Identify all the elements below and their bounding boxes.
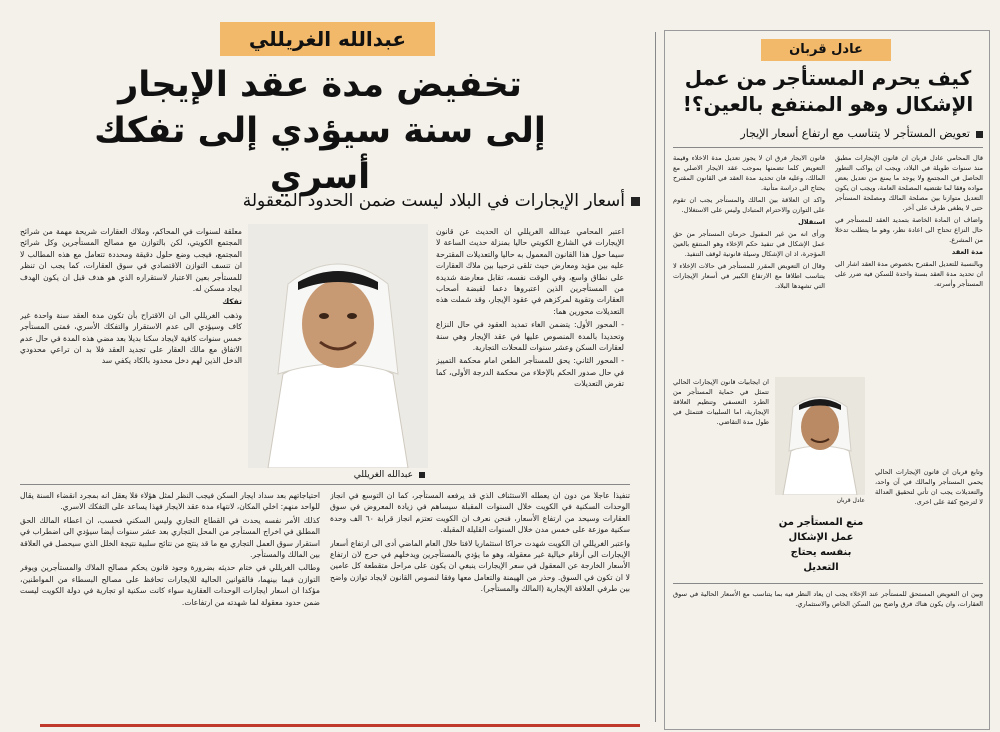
side-colb-p3: ورأى انه من غير المقبول حرمان المستأجر من حق عمل الإشكال في تنفيذ حكم الإخلاء وهو المنتفع بالعين المؤجرة، اذ ان الإشكال وسيلة قانونية لوقف التنفيذ. [673,230,825,258]
side-subheadline-text: تعويض المستأجر لا يتناسب مع ارتفاع أسعار الإيجار [740,127,970,140]
main-br-p1: تنفيذا عاجلا من دون ان يعطله الاستئناف الذي قد يرفعه المستأجر، كما ان التوسع في انجاز الوحدات السكنية في الكويت خلال السنوات المقبلة سيساهم في زيادة المعروض في سوق العقارات وسيحد من ارتفاع الأسعار، فنحن نعرف ان الكويت تعتزم انجاز قرابة ٦٠ الف وحدة سكنية موزعة على خمس مدن خلال السنوات القليلة المقبلة. [330,491,630,535]
main-photo-caption [330,470,425,480]
side-colb-p2: واكد ان العلاقة بين المالك والمستأجر يجب ان تقوم على التوازن والاحترام المتبادل وليس على الاستغلال. [673,196,825,214]
side-headline-line1: كيف يحرم المستأجر من عمل [684,66,972,90]
side-bottom-p1: وبين ان التعويض المستحق للمستأجر عند الإخلاء يجب ان يعاد النظر فيه بما يتناسب مع الأسعار الحالية في سوق العقارات، وان يكون هناك فرق واضح بين السكن الخاص والاستثماري. [673,590,983,608]
main-col1-p1: اعتبر المحامي عبدالله الغريللي ان الحديث عن قانون الإيجارات في الشارع الكويتي حاليا بمنزلة حديث الساعة لا سيما حول هذا القانون المعمول به حاليا والتعديلات المقترحة عليه بين مؤيد ومعارض حيث تلقى ترحيبا بين ملاك العقارات على نطاق واسع، وفي الوقت نفسه، تقابل معارضة شديدة من المستأجرين الذين اعتبروها دعما لقبضة أصحاب العقارات وتقوية لمركزهم في عقود الإيجار، وقد شملت هذه التعديلات محورين هما: [436,227,624,316]
main-col2-p2: وذهب الغريللي الى ان الاقتراح بأن تكون مدة العقد سنة واحدة غير كاف وسيؤدي الى عدم الاستقرار والتفكك الأسري، فمتى المستأجر خمس سنوات كافية لايجاد سكنا بديلا بعد مضي هذه المدة في حال عدم الاتفاق مع مالك العقار على تجديد العقد فلا بد ان تراعي محدودي الدخل الذين لهم دخل محدود بالكاد يكفي سد [20,310,242,366]
side-colc-p1: وتابع قربان ان قانون الإيجارات الحالي يحمي المستأجر والمالك في آن واحد، والتعديلات يجب ان تأتي لتحقيق العدالة لا لترجيح كفة على اخرى. [875,468,983,506]
side-colb-p4: وقال ان التعويض المقرر للمستأجر في حالات الإخلاء لا يتناسب اطلاقا مع الارتفاع الكبير في أسعار الإيجارات التي تشهدها البلاد. [673,262,825,290]
main-subheadline-text: أسعار الإيجارات في البلاد ليست ضمن الحدود المعقولة [242,191,625,211]
main-bottom-left [20,490,320,720]
side-headline-line2: الإشكال وهو المنتفع بالعين؟! [682,92,974,116]
side-sub-rule [673,147,983,148]
main-bottom-right [330,490,630,720]
side-cola-subheading: مدة العقد [951,248,983,256]
main-bl-p3: وطالب الغريللي في ختام حديثه بضرورة وجود قانون يحكم مصالح الملاك والمستأجرين ويوفر التوازن فيما بينهما، فالقوانين الحالية للايجارات تحافظ على مصالح البسطاء من المواطنين، مؤكدا ان اسعار ايجارات الوحدات العقارية سواء كانت سكنية او تجارية في دولة الكويت ليست ضمن حدود معقولة لما شهدته من ارتفاعات. [20,563,320,607]
main-bl-p2: كذلك الأمر نفسه يحدث في القطاع التجاري وليس السكني فحسب، ان اعطاء المالك الحق المطلق في اخراج المستأجر من المحل التجاري بعد عشر سنوات أيضا سيؤدي الى اضطراب في استقرار سوق العمل التجاري مع ما قد ينتج من نتائج سلبية نتيجة الخلل الذي سيحصل في العلاقة بين المالك والمستأجر. [20,515,320,560]
caption-bullet-icon [419,472,425,478]
main-subheadline [30,188,640,214]
main-photo-caption-text: عبدالله الغريللي [353,470,413,480]
side-bottom [673,589,983,723]
side-col-b [673,153,825,373]
side-bottom-divider [673,583,983,584]
side-author-tag: عادل قربان [761,39,891,61]
side-colb-p1: قانون الايجار فرق ان لا يجوز تعديل مدة الاخلاء وقيمة التعويض كلما تضمنها بموجب عقد الايجار الاصلي مع المالك، وعليه فان تحديد مدة العقد في القانون المقترح يحتاج الى دراسة متأنية. [673,154,825,192]
side-bullet-icon [976,131,983,138]
bullet-icon [631,197,640,206]
side-cola-p1: قال المحامي عادل قربان ان قانون الإيجارات مطبق منذ سنوات طويلة في البلاد، ويجب ان يواكب التطور الحاصل في المجتمع ولا يوجد ما يمنع من تعديل بعض مواده وفقا لما تقتضيه المصلحة العامة، ويجب ان يكون التعديل متوازنا بين مصلحة المالك ومصلحة المستأجر حتى لا يطغى طرف على آخر. [835,154,983,212]
main-author-photo [248,224,428,468]
article-separator [655,32,656,722]
side-col-c [875,467,983,577]
side-colb-subheading: استقلال [798,218,825,226]
main-bl-p1: احتياجاتهم بعد سداد ايجار السكن فيجب النظر لمثل هؤلاء فلا يعقل انه بمجرد انقضاء السنة يقال للواحد منهم: اخلي المكان، لانتهاء مدة عقد الايجار فهذا يساعد على التفكك الاسري. [20,491,320,512]
side-cold-p1: ان ايجابيات قانون الإيجارات الحالي تتمثل في حماية المستأجر من الطرد التعسفي وتنظيم العلاقة الإيجارية، اما السلبيات فتتمثل في طول مدة التقاضي. [673,378,769,426]
side-author-photo [775,377,865,495]
main-col1-p2: - المحور الأول: يتضمن الغاء تمديد العقود في حال النزاع وتحديدا بالمدة المنصوص عليها في عقد الإيجار وهي سنة لعقارات السكن وعشر سنوات للمحلات التجارية. [436,320,624,353]
main-bottom-rule [40,724,640,727]
side-headline [673,65,983,117]
side-cola-p3: وبالنسبة للتعديل المقترح بخصوص مدة العقد اشار الى ان تحديد مدة العقد بسنة واحدة للسكن فيه ضرر على المستأجر وأسرته. [835,260,983,288]
side-quote [775,515,867,575]
side-cola-p2: واضاف ان المادة الخاصة بتمديد العقد للمستأجر في حال النزاع تحتاج الى اعادة نظر، وهو ما يتطلب تدخلا من المشرع. [835,216,983,244]
side-photo-caption: عادل قربان [836,497,865,504]
side-portrait-image [775,377,865,495]
main-col2-p1: معلقة لسنوات في المحاكم، وملاك العقارات شريحة مهمة من شرائح المجتمع الكويتي، لكن بالتوازن مع مصالح المستأجرين وكل شرائح المجتمع، فيجب وضع حلول دقيقة ومحددة تتعامل مع هذه المطالب لا ان تنسف التوازن الاقتصادي في سوق العقارات، كما يجب ان تنظر للمستأجر بعين الاعتبار لاستقراره الذي هو هدف قبل ان يكون الهدف ايجاد مسكن له. [20,227,242,294]
main-col1-p3: - المحور الثاني: يحق للمستأجر الطعن امام محكمة التمييز في حال صدور الحكم بالإخلاء من محكمة الدرجة الأولى، كما تفرض التعديلات [436,356,624,389]
main-mid-divider [20,484,630,485]
main-br-p2: واعتبر الغريللي ان الكويت شهدت حراكا استثماريا لافتا خلال العام الماضي أدى الى ارتفاع أسعار الإيجارات الى أرقام خيالية غير معقولة، وهو ما يؤدي بالمستأجرين ويدخلهم في حرج لان ارتفاع الأسعار الخارجة عن المعقول في سعر الإيجارات ينبغي ان يكون على مراحل متقطعة كل عامين لا ان تكون في السوق. وحذر من الهيمنة والتعامل معها وفقا لنصوص القانون لايجاد توازن واضح بين طرفي العلاقة الإيجارية (المالك والمستأجر). [330,538,630,594]
main-col-1 [436,226,624,478]
side-quote-text: منع المستأجر من عمل الإشكال بنفسه يحتاج التعديل [778,517,864,573]
side-subheadline [673,125,983,143]
portrait-image [248,224,428,468]
main-col2-subheading: تفكك [222,297,242,307]
main-author-tag: عبدالله الغريللي [220,22,435,56]
side-col-d [673,377,769,577]
main-headline-line2: إلى سنة سيؤدي إلى تفكك أسري [94,111,546,197]
main-headline-line1: تخفيض مدة عقد الإيجار [118,65,522,105]
side-article [664,30,990,730]
main-headline [40,62,600,200]
main-col-2 [20,226,242,480]
